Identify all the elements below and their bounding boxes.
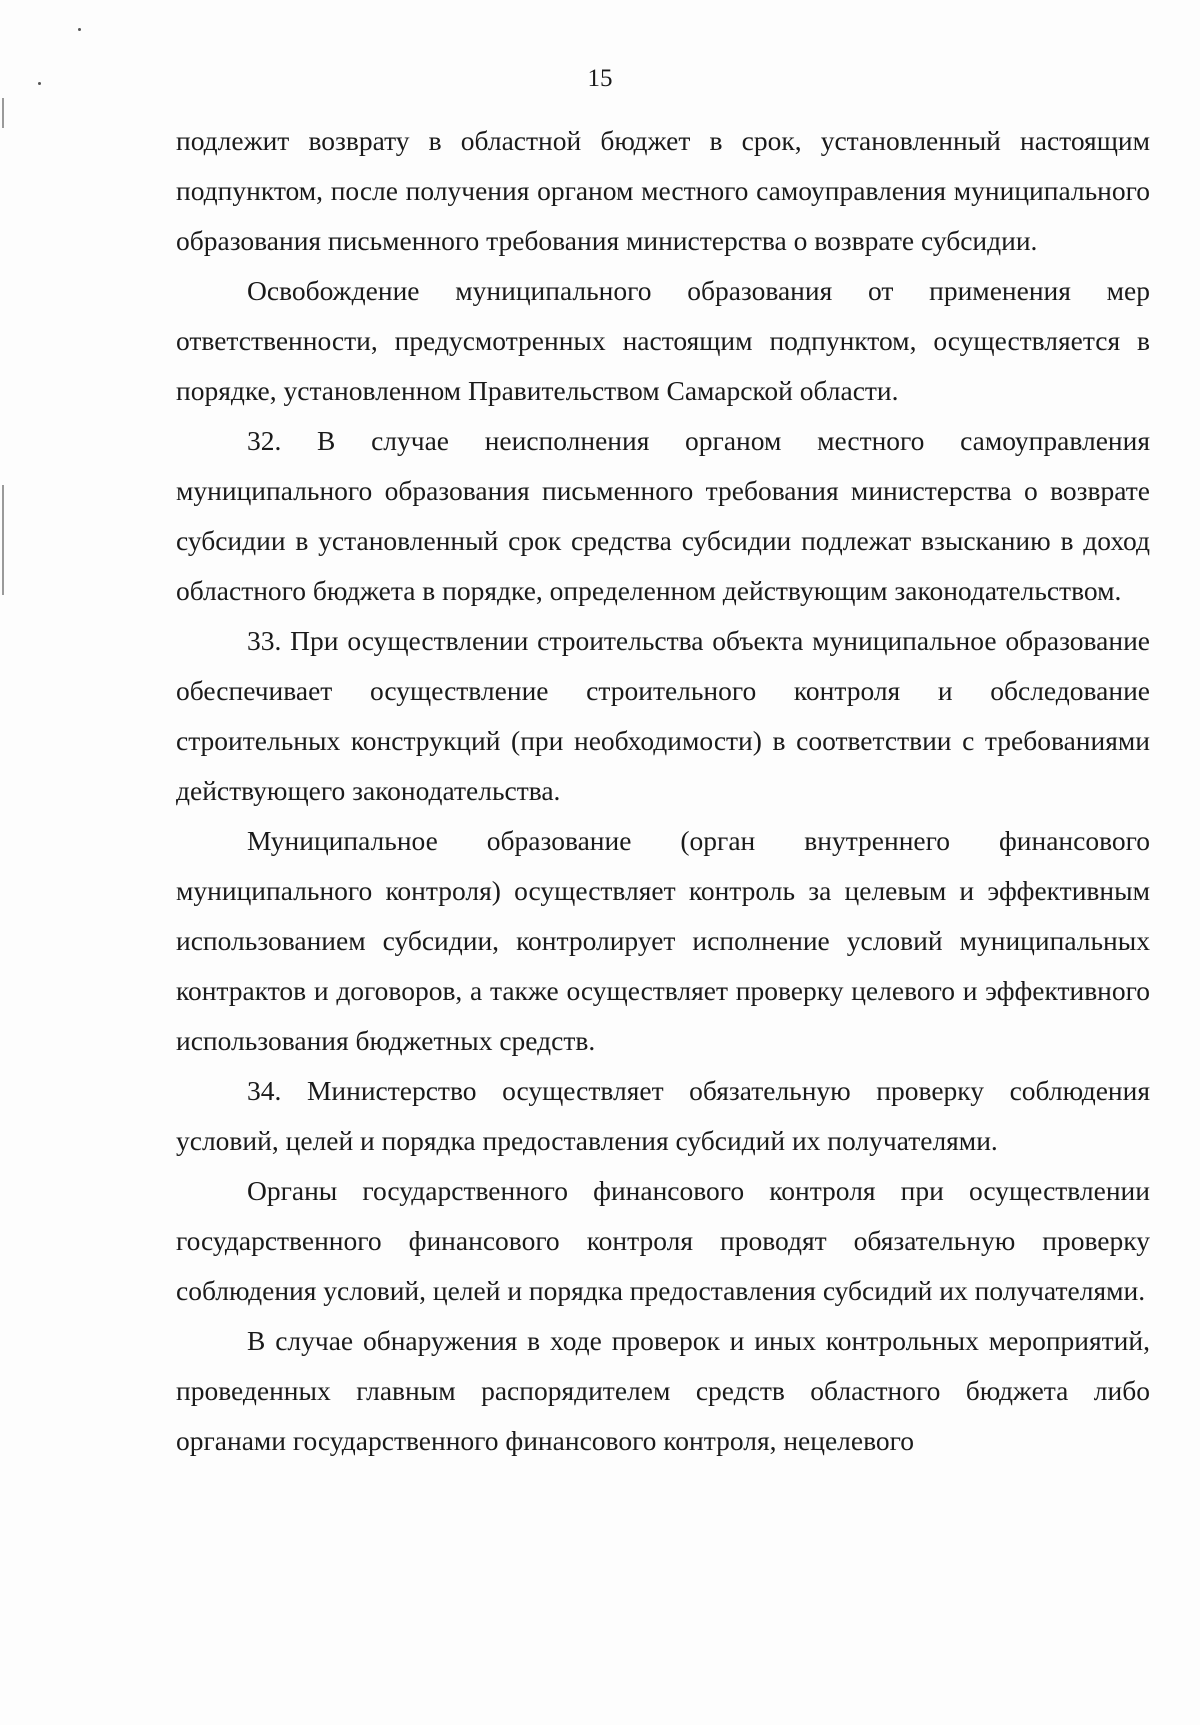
paragraph: В случае обнаружения в ходе проверок и иных контрольных мероприятий, проведенных главным распорядителем средств областного бюджета либо органами государственного финансового контроля, нецелевого <box>176 1325 1150 1456</box>
paragraph: подлежит возврату в областной бюджет в срок, установленный настоящим подпунктом, после получения органом местного самоуправления муниципального образования письменного требования министерства о возврате субсидии. <box>176 125 1150 256</box>
scan-artifact <box>2 485 4 595</box>
paragraph: 34. Министерство осуществляет обязательную проверку соблюдения условий, целей и порядка предоставления субсидий их получателями. <box>176 1075 1150 1156</box>
scan-artifact <box>78 28 81 31</box>
paragraph: 32. В случае неисполнения органом местного самоуправления муниципального образования письменного требования министерства о возврате субсидии в установленный срок средства субсидии подлежат взысканию в доход областного бюджета в порядке, определенном действующим законодательством. <box>176 425 1150 606</box>
page-number: 15 <box>587 65 613 92</box>
paragraph: Освобождение муниципального образования от применения мер ответственности, предусмотренных настоящим подпунктом, осуществляется в порядке, установленном Правительством Самарской области. <box>176 275 1150 406</box>
paragraph: 33. При осуществлении строительства объекта муниципальное образование обеспечивает осуществление строительного контроля и обследование строительных конструкций (при необходимости) в соответствии с требованиями действующего законодательства. <box>176 625 1150 806</box>
scan-artifact <box>2 98 4 128</box>
paragraph: Органы государственного финансового контроля при осуществлении государственного финансового контроля проводят обязательную проверку соблюдения условий, целей и порядка предоставления субсидий их получателями. <box>176 1175 1150 1306</box>
document-body <box>176 116 1150 1466</box>
paragraph: Муниципальное образование (орган внутреннего финансового муниципального контроля) осуществляет контроль за целевым и эффективным использованием субсидии, контролирует исполнение условий муниципальных контрактов и договоров, а также осуществляет проверку целевого и эффективного использования бюджетных средств. <box>176 825 1150 1056</box>
